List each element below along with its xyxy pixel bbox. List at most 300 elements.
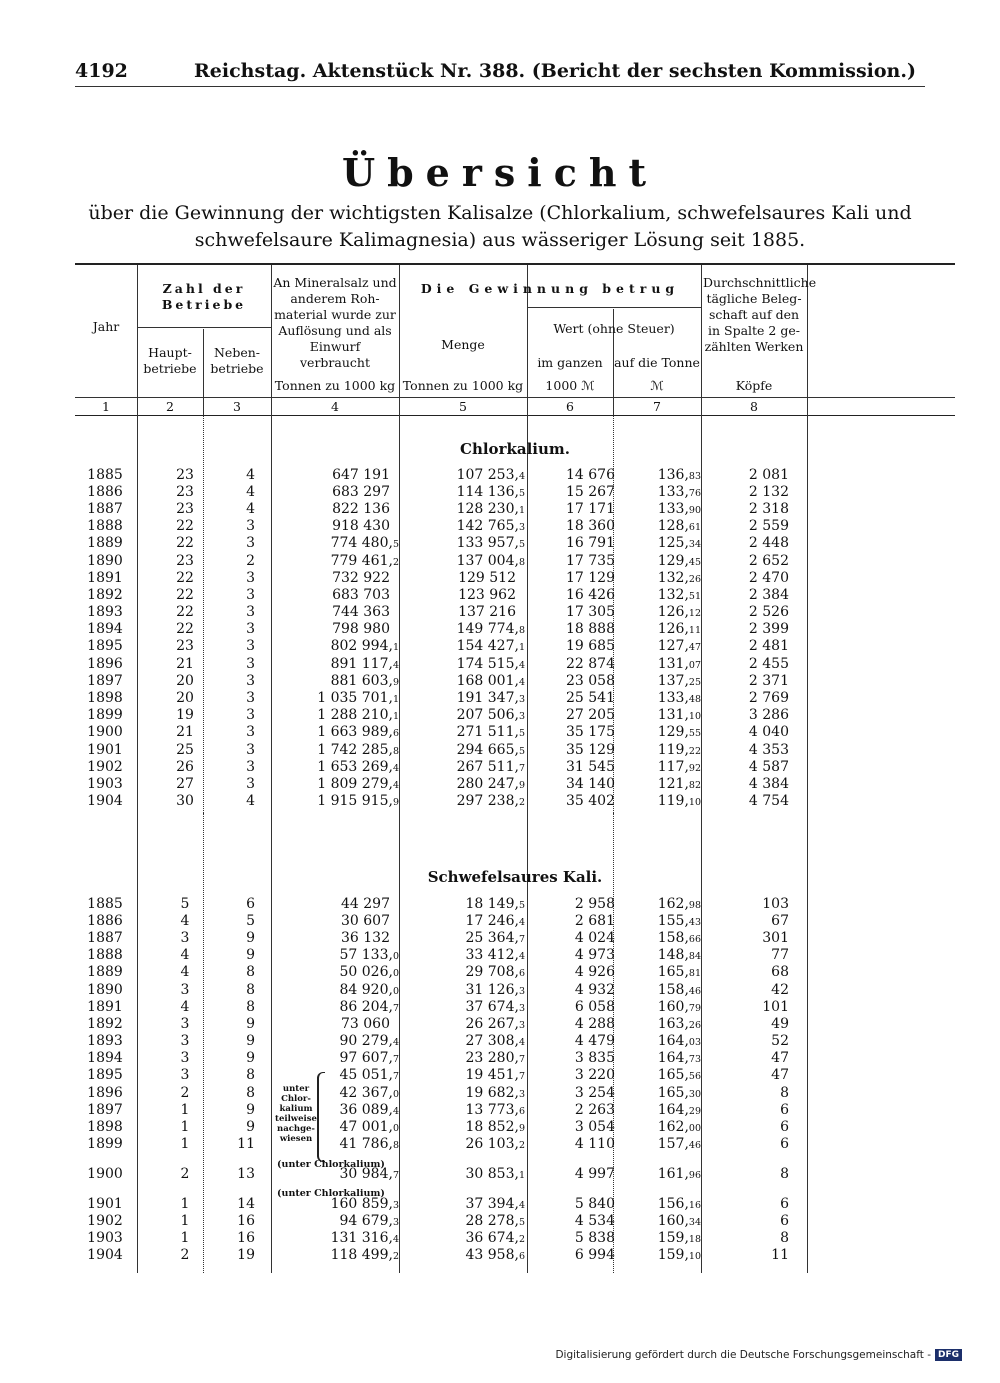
table-row [75, 1050, 955, 1067]
decimal-comma: , [388, 1033, 393, 1049]
decimal-comma: , [684, 690, 689, 706]
cell-nebenbetriebe: 5 [246, 913, 255, 929]
header-menge: Menge [441, 337, 485, 352]
cell-mineralsalz-int: 90 279 [339, 1033, 389, 1049]
decimal-comma: , [684, 1119, 689, 1135]
decimal-comma: , [684, 1196, 689, 1212]
cell-wert-auf-die-tonne [615, 1166, 701, 1184]
header-mineralsalz-unit: Tonnen zu 1000 kg [274, 378, 396, 393]
cell-wert-auf-die-tonne [615, 947, 701, 965]
cell-mineralsalz-dec: 0 [392, 1089, 399, 1100]
cell-menge-int: 142 765 [456, 518, 515, 534]
decimal-comma: , [388, 1136, 393, 1152]
cell-menge [399, 1016, 525, 1034]
cell-wert-im-ganzen: 2 958 [574, 896, 615, 912]
cell-hauptbetriebe: 3 [180, 930, 190, 946]
decimal-comma: , [514, 673, 519, 689]
cell-menge-int: 37 394 [465, 1196, 515, 1212]
cell-hauptbetriebe: 3 [180, 1033, 190, 1049]
cell-mineralsalz-dec: 8 [392, 746, 399, 757]
cell-mineralsalz [271, 707, 399, 725]
cell-year: 1885 [87, 467, 123, 483]
cell-nebenbetriebe: 19 [237, 1247, 255, 1263]
cell-belegschaft: 4 384 [748, 776, 789, 792]
col-number-2: 2 [166, 399, 174, 414]
col-number-8: 8 [750, 399, 758, 414]
cell-wert-im-ganzen: 4 973 [574, 947, 615, 963]
cell-mineralsalz [271, 638, 399, 656]
decimal-comma: , [388, 690, 393, 706]
cell-mineralsalz [271, 930, 399, 947]
cell-nebenbetriebe: 3 [246, 724, 255, 740]
cell-wert-auf-die-tonne-dec: 46 [688, 986, 701, 997]
cell-mineralsalz-int: 774 480 [330, 535, 389, 551]
cell-wert-im-ganzen: 15 267 [566, 484, 615, 500]
cell-wert-auf-die-tonne-dec: 12 [688, 608, 701, 619]
cell-mineralsalz-dec: 4 [392, 763, 399, 774]
table-row [75, 947, 955, 964]
cell-year: 1898 [87, 1119, 123, 1135]
cell-mineralsalz-dec: 7 [392, 1054, 399, 1065]
cell-menge-dec: 9 [518, 780, 525, 791]
cell-menge [399, 1166, 525, 1184]
cell-menge [399, 999, 525, 1017]
cell-year: 1886 [87, 484, 123, 500]
cell-wert-auf-die-tonne-dec: 30 [688, 1089, 701, 1100]
bracket-note: unter Chlor-kalium teilweise nachge-wiesen [275, 1084, 317, 1144]
cell-mineralsalz-int: 36 089 [339, 1102, 389, 1118]
cell-nebenbetriebe: 4 [246, 467, 255, 483]
cell-nebenbetriebe: 3 [246, 621, 255, 637]
cell-year: 1899 [87, 1136, 123, 1152]
cell-wert-im-ganzen: 4 024 [574, 930, 615, 946]
cell-wert-auf-die-tonne-dec: 26 [688, 574, 701, 585]
cell-wert-auf-die-tonne [615, 1067, 701, 1085]
table-row [75, 690, 955, 707]
cell-wert-auf-die-tonne [615, 673, 701, 691]
cell-nebenbetriebe: 3 [246, 604, 255, 620]
cell-mineralsalz-dec: 7 [392, 1003, 399, 1014]
cell-mineralsalz [271, 1033, 399, 1051]
section-title-schwefelsaures-kali: Schwefelsaures Kali. [427, 868, 603, 886]
cell-nebenbetriebe: 8 [246, 964, 255, 980]
cell-year: 1887 [87, 930, 123, 946]
decimal-comma: , [388, 999, 393, 1015]
cell-wert-im-ganzen: 5 838 [574, 1230, 615, 1246]
cell-nebenbetriebe: 3 [246, 690, 255, 706]
cell-wert-auf-die-tonne [615, 742, 701, 760]
cell-mineralsalz [271, 604, 399, 621]
cell-wert-im-ganzen: 35 129 [566, 742, 615, 758]
cell-wert-auf-die-tonne-dec: 25 [688, 677, 701, 688]
cell-mineralsalz-int: 50 026 [339, 964, 389, 980]
header-zahl-der-betriebe: Zahl der Betriebe [161, 281, 247, 312]
cell-wert-auf-die-tonne-dec: 46 [688, 1140, 701, 1151]
cell-menge-dec: 7 [518, 1071, 525, 1082]
cell-wert-auf-die-tonne [615, 913, 701, 931]
cell-menge [399, 638, 525, 656]
cell-hauptbetriebe: 4 [180, 964, 190, 980]
cell-year: 1894 [87, 621, 123, 637]
cell-nebenbetriebe: 9 [246, 1050, 255, 1066]
table-header [75, 263, 955, 416]
cell-wert-auf-die-tonne-dec: 16 [688, 1200, 701, 1211]
decimal-comma: , [388, 1166, 393, 1182]
cell-menge-dec: 3 [518, 1003, 525, 1014]
cell-mineralsalz-int: 647 191 [332, 467, 390, 483]
cell-belegschaft: 2 769 [748, 690, 789, 706]
cell-wert-im-ganzen: 17 129 [566, 570, 615, 586]
decimal-comma: , [514, 1136, 519, 1152]
cell-wert-auf-die-tonne-int: 126 [657, 604, 685, 620]
decimal-comma: , [514, 707, 519, 723]
cell-menge-int: 123 962 [458, 587, 516, 603]
cell-hauptbetriebe: 21 [176, 724, 194, 740]
cell-wert-auf-die-tonne-dec: 81 [688, 968, 701, 979]
cell-wert-auf-die-tonne-dec: 45 [688, 557, 701, 568]
cell-nebenbetriebe: 9 [246, 1119, 255, 1135]
decimal-comma: , [388, 793, 393, 809]
running-head-text: Reichstag. Aktenstück Nr. 388. (Bericht der sechsten Kommission.) [194, 60, 916, 82]
table-row [75, 484, 955, 501]
cell-menge-int: 25 364 [465, 930, 515, 946]
cell-nebenbetriebe: 3 [246, 570, 255, 586]
cell-year: 1890 [87, 982, 123, 998]
cell-year: 1894 [87, 1050, 123, 1066]
decimal-comma: , [684, 638, 689, 654]
cell-mineralsalz [271, 776, 399, 794]
cell-mineralsalz [271, 570, 399, 587]
cell-mineralsalz-int: 97 607 [339, 1050, 389, 1066]
cell-mineralsalz [271, 1213, 399, 1231]
cell-nebenbetriebe: 3 [246, 759, 255, 775]
decimal-comma: , [388, 947, 393, 963]
cell-belegschaft: 2 399 [748, 621, 789, 637]
cell-nebenbetriebe: 3 [246, 638, 255, 654]
cell-wert-auf-die-tonne-dec: 48 [688, 694, 701, 705]
cell-hauptbetriebe: 2 [180, 1085, 190, 1101]
cell-wert-auf-die-tonne-int: 129 [657, 724, 685, 740]
cell-wert-auf-die-tonne-int: 164 [657, 1050, 685, 1066]
col-number-4: 4 [331, 399, 339, 414]
cell-wert-auf-die-tonne-dec: 43 [688, 917, 701, 928]
cell-mineralsalz-int: 41 786 [339, 1136, 389, 1152]
decimal-comma: , [514, 742, 519, 758]
decimal-comma: , [514, 913, 519, 929]
decimal-comma: , [684, 964, 689, 980]
cell-menge-dec: 4 [518, 677, 525, 688]
cell-wert-im-ganzen: 4 479 [574, 1033, 615, 1049]
cell-year: 1886 [87, 913, 123, 929]
cell-mineralsalz [271, 947, 399, 965]
cell-wert-im-ganzen: 5 840 [574, 1196, 615, 1212]
table-row [75, 553, 955, 570]
cell-menge [399, 1085, 525, 1103]
col-number-6: 6 [566, 399, 574, 414]
cell-wert-auf-die-tonne-int: 156 [657, 1196, 685, 1212]
decimal-comma: , [388, 638, 393, 654]
cell-menge [399, 896, 525, 914]
cell-nebenbetriebe: 9 [246, 1033, 255, 1049]
cell-menge-int: 19 682 [465, 1085, 515, 1101]
decimal-comma: , [514, 690, 519, 706]
cell-hauptbetriebe: 3 [180, 1016, 190, 1032]
cell-belegschaft: 4 040 [748, 724, 789, 740]
header-gewinnung: Die Gewinnung betrug [420, 281, 680, 296]
decimal-comma: , [684, 1033, 689, 1049]
cell-wert-im-ganzen: 17 735 [566, 553, 615, 569]
cell-wert-auf-die-tonne [615, 724, 701, 742]
cell-hauptbetriebe: 2 [180, 1247, 190, 1263]
cell-menge [399, 553, 525, 571]
cell-mineralsalz-int: 73 060 [341, 1016, 390, 1032]
cell-mineralsalz-int: 881 603 [330, 673, 389, 689]
cell-wert-auf-die-tonne [615, 707, 701, 725]
cell-menge-int: 280 247 [456, 776, 515, 792]
cell-belegschaft: 6 [780, 1213, 789, 1229]
cell-wert-auf-die-tonne [615, 982, 701, 1000]
cell-mineralsalz [271, 964, 399, 982]
cell-wert-auf-die-tonne-dec: 96 [688, 1170, 701, 1181]
cell-nebenbetriebe: 9 [246, 930, 255, 946]
table-row [75, 724, 955, 741]
cell-menge-dec: 5 [518, 1217, 525, 1228]
cell-year: 1885 [87, 896, 123, 912]
table-row [75, 1247, 955, 1264]
cell-belegschaft: 8 [780, 1085, 789, 1101]
cell-hauptbetriebe: 1 [180, 1196, 190, 1212]
cell-wert-auf-die-tonne-int: 129 [657, 553, 685, 569]
cell-wert-auf-die-tonne-dec: 29 [688, 1106, 701, 1117]
cell-menge-dec: 4 [518, 951, 525, 962]
table-row [75, 999, 955, 1016]
cell-wert-auf-die-tonne [615, 570, 701, 588]
cell-mineralsalz-int: 683 703 [332, 587, 390, 603]
cell-mineralsalz [271, 742, 399, 760]
cell-wert-auf-die-tonne-dec: 22 [688, 746, 701, 757]
cell-wert-auf-die-tonne [615, 999, 701, 1017]
decimal-comma: , [514, 553, 519, 569]
cell-wert-auf-die-tonne-dec: 84 [688, 951, 701, 962]
table-row [75, 535, 955, 552]
cell-belegschaft: 2 481 [748, 638, 789, 654]
cell-mineralsalz-int: 86 204 [339, 999, 389, 1015]
note-1899: (unter Chlorkalium) [277, 1159, 385, 1170]
cell-menge [399, 1213, 525, 1231]
cell-wert-auf-die-tonne-int: 158 [657, 930, 685, 946]
cell-hauptbetriebe: 3 [180, 1050, 190, 1066]
cell-wert-auf-die-tonne-int: 155 [657, 913, 685, 929]
cell-menge [399, 1247, 525, 1265]
cell-mineralsalz-int: 891 117 [330, 656, 389, 672]
cell-wert-auf-die-tonne-dec: 55 [688, 728, 701, 739]
decimal-comma: , [684, 742, 689, 758]
cell-wert-auf-die-tonne [615, 621, 701, 639]
cell-mineralsalz-dec: 0 [392, 951, 399, 962]
decimal-comma: , [684, 587, 689, 603]
decimal-comma: , [388, 1247, 393, 1263]
decimal-comma: , [514, 896, 519, 912]
cell-menge-dec: 2 [518, 1234, 525, 1245]
cell-menge [399, 587, 525, 604]
cell-menge-int: 36 674 [465, 1230, 515, 1246]
cell-mineralsalz-int: 683 297 [332, 484, 390, 500]
cell-nebenbetriebe: 11 [237, 1136, 255, 1152]
cell-year: 1895 [87, 1067, 123, 1083]
table-row [75, 964, 955, 981]
cell-menge-int: 294 665 [456, 742, 515, 758]
cell-wert-auf-die-tonne-dec: 10 [688, 711, 701, 722]
table-row [75, 913, 955, 930]
cell-belegschaft: 2 448 [748, 535, 789, 551]
decimal-comma: , [388, 1102, 393, 1118]
cell-menge-int: 128 230 [456, 501, 515, 517]
cell-wert-im-ganzen: 4 288 [574, 1016, 615, 1032]
cell-mineralsalz-dec: 6 [392, 728, 399, 739]
cell-wert-im-ganzen: 4 926 [574, 964, 615, 980]
cell-menge-dec: 4 [518, 1037, 525, 1048]
cell-belegschaft: 77 [771, 947, 789, 963]
cell-hauptbetriebe: 20 [176, 673, 194, 689]
cell-hauptbetriebe: 23 [176, 467, 194, 483]
decimal-comma: , [514, 621, 519, 637]
cell-hauptbetriebe: 22 [176, 604, 194, 620]
decimal-comma: , [514, 1247, 519, 1263]
cell-menge-int: 28 278 [465, 1213, 515, 1229]
cell-nebenbetriebe: 8 [246, 982, 255, 998]
cell-nebenbetriebe: 4 [246, 501, 255, 517]
cell-year: 1891 [87, 570, 123, 586]
cell-menge-int: 30 853 [465, 1166, 515, 1182]
cell-wert-auf-die-tonne [615, 793, 701, 811]
cell-wert-auf-die-tonne-dec: 34 [688, 539, 701, 550]
table-row [75, 467, 955, 484]
cell-year: 1903 [87, 776, 123, 792]
cell-hauptbetriebe: 26 [176, 759, 194, 775]
decimal-comma: , [514, 501, 519, 517]
cell-menge-int: 27 308 [465, 1033, 515, 1049]
cell-wert-auf-die-tonne-dec: 51 [688, 591, 701, 602]
cell-mineralsalz [271, 913, 399, 930]
cell-mineralsalz-dec: 1 [392, 642, 399, 653]
footer-text: Digitalisierung gefördert durch die Deutsche Forschungsgemeinschaft - [555, 1349, 931, 1361]
cell-mineralsalz [271, 982, 399, 1000]
decimal-comma: , [684, 1050, 689, 1066]
decimal-comma: , [514, 1119, 519, 1135]
cell-menge-dec: 3 [518, 522, 525, 533]
cell-year: 1901 [87, 742, 123, 758]
decimal-comma: , [514, 1033, 519, 1049]
cell-mineralsalz [271, 467, 399, 484]
decimal-comma: , [514, 1067, 519, 1083]
cell-wert-auf-die-tonne-int: 161 [657, 1166, 685, 1182]
cell-wert-auf-die-tonne-int: 131 [657, 656, 685, 672]
cell-mineralsalz [271, 656, 399, 674]
cell-mineralsalz-int: 118 499 [330, 1247, 389, 1263]
cell-wert-im-ganzen: 22 874 [566, 656, 615, 672]
cell-wert-im-ganzen: 4 534 [574, 1213, 615, 1229]
decimal-comma: , [684, 1102, 689, 1118]
page-number: 4192 [75, 60, 128, 82]
cell-menge-dec: 7 [518, 934, 525, 945]
decimal-comma: , [684, 501, 689, 517]
cell-nebenbetriebe: 4 [246, 793, 255, 809]
cell-wert-auf-die-tonne-dec: 61 [688, 522, 701, 533]
cell-wert-auf-die-tonne [615, 484, 701, 502]
cell-wert-auf-die-tonne-int: 158 [657, 982, 685, 998]
cell-menge-dec: 1 [518, 1170, 525, 1181]
cell-menge-int: 137 004 [456, 553, 515, 569]
cell-mineralsalz [271, 518, 399, 535]
cell-mineralsalz-dec: 2 [392, 557, 399, 568]
cell-hauptbetriebe: 3 [180, 1067, 190, 1083]
cell-menge-dec: 9 [518, 1123, 525, 1134]
cell-mineralsalz-dec: 4 [392, 1234, 399, 1245]
cell-wert-auf-die-tonne [615, 1085, 701, 1103]
cell-mineralsalz-dec: 9 [392, 677, 399, 688]
decimal-comma: , [514, 947, 519, 963]
cell-wert-im-ganzen: 27 205 [566, 707, 615, 723]
cell-year: 1888 [87, 518, 123, 534]
decimal-comma: , [514, 1196, 519, 1212]
decimal-comma: , [388, 1230, 393, 1246]
cell-wert-im-ganzen: 34 140 [566, 776, 615, 792]
cell-belegschaft: 4 754 [748, 793, 789, 809]
cell-belegschaft: 2 318 [748, 501, 789, 517]
cell-menge-dec: 4 [518, 917, 525, 928]
cell-wert-auf-die-tonne-int: 160 [657, 1213, 685, 1229]
cell-menge-dec: 2 [518, 797, 525, 808]
decimal-comma: , [388, 724, 393, 740]
decimal-comma: , [388, 982, 393, 998]
table-row [75, 518, 955, 535]
decimal-comma: , [514, 1166, 519, 1182]
cell-year: 1892 [87, 587, 123, 603]
cell-belegschaft: 3 286 [748, 707, 789, 723]
cell-wert-auf-die-tonne-int: 121 [657, 776, 685, 792]
decimal-comma: , [514, 724, 519, 740]
decimal-comma: , [684, 759, 689, 775]
cell-nebenbetriebe: 3 [246, 587, 255, 603]
decimal-comma: , [684, 467, 689, 483]
cell-wert-im-ganzen: 3 220 [574, 1067, 615, 1083]
cell-wert-auf-die-tonne-int: 163 [657, 1016, 685, 1032]
cell-hauptbetriebe: 25 [176, 742, 194, 758]
table-row [75, 1230, 955, 1247]
decimal-comma: , [514, 484, 519, 500]
decimal-comma: , [684, 982, 689, 998]
cell-mineralsalz [271, 1067, 399, 1085]
table-row [75, 638, 955, 655]
cell-menge-int: 17 246 [465, 913, 515, 929]
decimal-comma: , [388, 1196, 393, 1212]
cell-menge-int: 174 515 [456, 656, 515, 672]
cell-mineralsalz-int: 44 297 [341, 896, 390, 912]
decimal-comma: , [388, 964, 393, 980]
cell-wert-auf-die-tonne [615, 1196, 701, 1214]
cell-hauptbetriebe: 21 [176, 656, 194, 672]
decimal-comma: , [388, 776, 393, 792]
cell-wert-auf-die-tonne [615, 656, 701, 674]
cell-menge-dec: 1 [518, 505, 525, 516]
cell-wert-auf-die-tonne [615, 501, 701, 519]
cell-mineralsalz-int: 84 920 [339, 982, 389, 998]
cell-mineralsalz-dec: 1 [392, 711, 399, 722]
cell-belegschaft: 47 [771, 1050, 789, 1066]
cell-mineralsalz-dec: 9 [392, 797, 399, 808]
decimal-comma: , [684, 896, 689, 912]
cell-hauptbetriebe: 4 [180, 947, 190, 963]
